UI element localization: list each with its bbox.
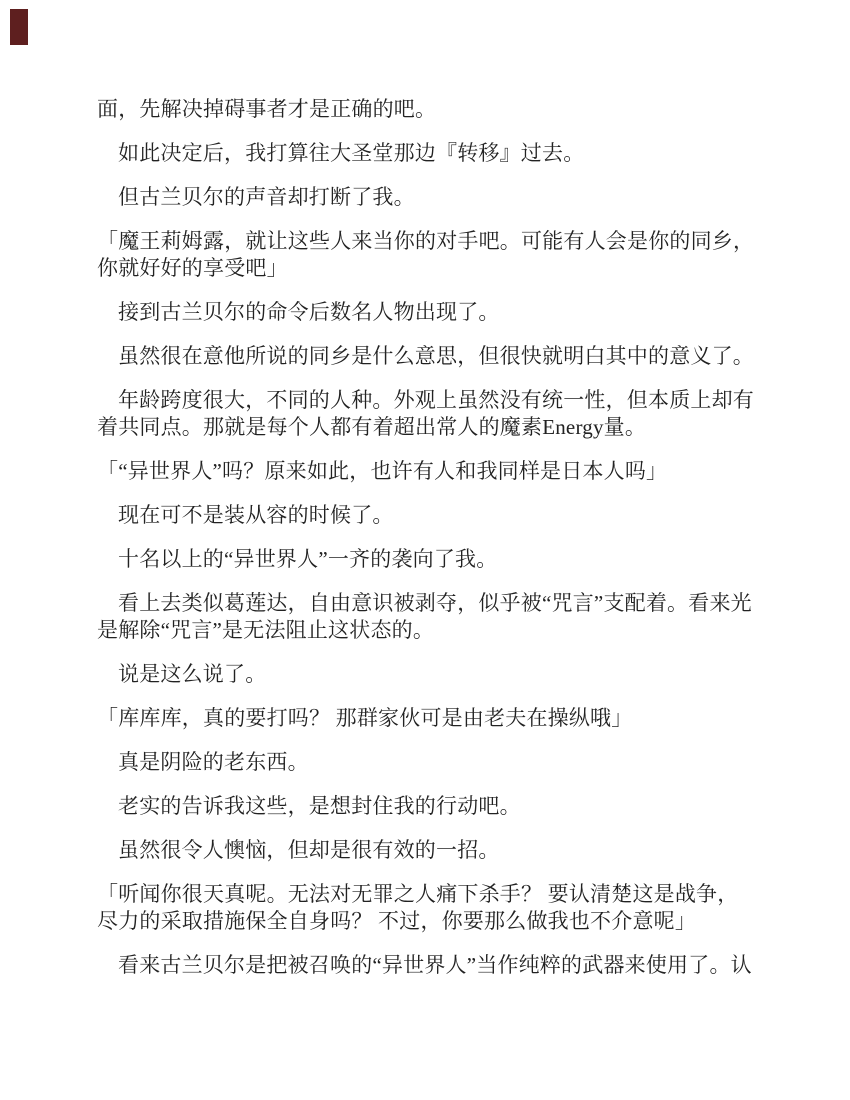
paragraph: 年龄跨度很大，不同的人种。外观上虽然没有统一性，但本质上却有着共同点。那就是每个人都有着超出常人的魔素Energy量。 — [97, 388, 754, 439]
paragraph: 说是这么说了。 — [118, 662, 267, 686]
paragraph: 「听闻你很天真呢。无法对无罪之人痛下杀手？ 要认清楚这是战争，尽力的采取措施保全自身吗？ 不过，你要那么做我也不介意呢」 — [97, 882, 739, 933]
novel-page-text — [97, 96, 755, 996]
paragraph: 真是阴险的老东西。 — [118, 750, 309, 774]
paragraph: 如此决定后，我打算往大圣堂那边『转移』过去。 — [118, 141, 585, 165]
paragraph: 「魔王莉姆露，就让这些人来当你的对手吧。可能有人会是你的同乡，你就好好的享受吧」 — [97, 229, 755, 280]
paragraph: 十名以上的“异世界人”一齐的袭向了我。 — [118, 547, 498, 571]
paragraph: 虽然很在意他所说的同乡是什么意思，但很快就明白其中的意义了。 — [118, 344, 754, 368]
paragraph: 「“异世界人”吗？原来如此，也许有人和我同样是日本人吗」 — [97, 459, 668, 483]
paragraph: 看来古兰贝尔是把被召唤的“异世界人”当作纯粹的武器来使用了。认 — [118, 953, 752, 977]
paragraph: 「库库库，真的要打吗？ 那群家伙可是由老夫在操纵哦」 — [97, 706, 633, 730]
paragraph: 接到古兰贝尔的命令后数名人物出现了。 — [118, 300, 500, 324]
paragraph: 看上去类似葛莲达，自由意识被剥夺，似乎被“咒言”支配着。看来光是解除“咒言”是无法阻止这状态的。 — [97, 591, 752, 642]
bookmark-marker — [10, 9, 28, 45]
paragraph: 老实的告诉我这些，是想封住我的行动吧。 — [118, 794, 521, 818]
paragraph: 面，先解决掉碍事者才是正确的吧。 — [97, 97, 437, 121]
paragraph: 现在可不是装从容的时候了。 — [118, 503, 394, 527]
paragraph: 虽然很令人懊恼，但却是很有效的一招。 — [118, 838, 500, 862]
paragraph: 但古兰贝尔的声音却打断了我。 — [118, 185, 415, 209]
